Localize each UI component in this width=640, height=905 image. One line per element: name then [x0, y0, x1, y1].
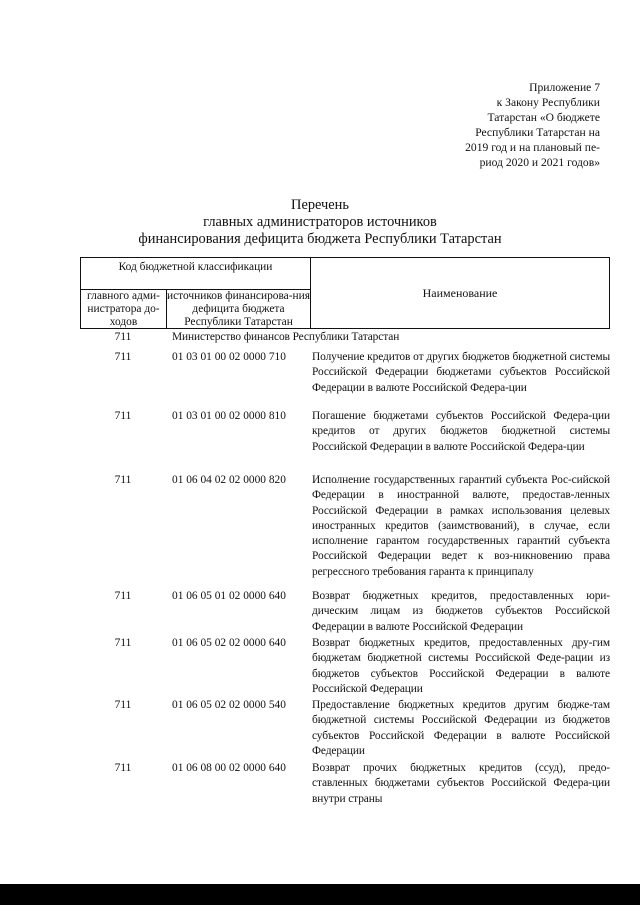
row-admin-code: 711: [114, 351, 132, 363]
row-name: Исполнение государственных гарантий субъекта Рос-сийской Федерации в иностранной валюте, предостав-ленных Российской Федерации в рамках использования целевых иностранных кредитов (заимствований), в случае, если исполнение гарантом государственных гарантий субъекта Российской Федерации ведет к воз-никновению права регрессного требования гаранта к принципалу: [312, 474, 610, 578]
row-name: Министерство финансов Республики Татарстан: [172, 331, 400, 343]
row-source-code: 01 06 04 02 02 0000 820: [172, 474, 286, 486]
appendix-line: к Закону Республики: [496, 96, 600, 109]
title-line: Перечень: [291, 197, 349, 213]
row-admin-code: 711: [114, 410, 132, 422]
row-name: Возврат бюджетных кредитов, предоставленных дру-гим бюджетам бюджетной системы Российской Феде-рации из бюджетов субъектов Российской Федерации в валюте Российской Федерации: [312, 637, 610, 695]
appendix-line: 2019 год и на плановый пе-: [465, 141, 600, 154]
row-admin-code: 711: [114, 474, 132, 486]
row-source-code: 01 06 05 02 02 0000 540: [172, 699, 286, 711]
row-name: Возврат прочих бюджетных кредитов (ссуд), предо-ставленных бюджетами субъектов Российской Федера-ции внутри страны: [312, 762, 610, 805]
header-source-column: источников финансирова-ния дефицита бюджета Республики Татарстан: [167, 290, 310, 328]
row-source-code: 01 06 05 02 02 0000 640: [172, 637, 286, 649]
row-source-code: 01 06 08 00 02 0000 640: [172, 762, 286, 774]
appendix-line: Татарстан «О бюджете: [487, 111, 600, 124]
title-line: финансирования дефицита бюджета Республики Татарстан: [138, 231, 502, 247]
header-code-group: Код бюджетной классификации: [81, 258, 311, 290]
header-name-column: Наименование: [422, 285, 498, 300]
appendix-line: Приложение 7: [529, 81, 600, 94]
row-name: Погашение бюджетами субъектов Российской Федера-ции кредитов от других бюджетов бюджетной системы Российской Федерации в валюте Российской Федера-ции: [312, 410, 610, 453]
scan-bottom-edge: [0, 884, 640, 905]
table-header: [80, 257, 610, 329]
appendix-line: Республики Татарстан на: [475, 126, 600, 139]
row-name: Возврат бюджетных кредитов, предоставленных юри-дическим лицам из бюджетов субъектов Российской Федерации в валюте Российской Федерации: [312, 590, 610, 633]
appendix-note: [450, 80, 600, 170]
appendix-line: риод 2020 и 2021 годов»: [479, 156, 600, 169]
row-admin-code: 711: [114, 590, 132, 602]
row-admin-code: 711: [114, 699, 132, 711]
header-admin-column: главного адми-нистратора до-ходов: [81, 290, 167, 328]
row-source-code: 01 03 01 00 02 0000 710: [172, 351, 286, 363]
row-name: Предоставление бюджетных кредитов другим бюдже-там бюджетной системы Российской Федерации из бюджетов субъектов Российской Федерации в валюте Российской Федерации: [312, 699, 610, 757]
document-title: [130, 197, 510, 248]
row-admin-code: 711: [114, 762, 132, 774]
row-admin-code: 711: [114, 637, 132, 649]
title-line: главных администраторов источников: [203, 214, 437, 230]
row-source-code: 01 03 01 00 02 0000 810: [172, 410, 286, 422]
row-source-code: 01 06 05 01 02 0000 640: [172, 590, 286, 602]
row-name: Получение кредитов от других бюджетов бюджетной системы Российской Федерации бюджетами субъектов Российской Федерации в валюте Российской Федера-ции: [312, 351, 610, 394]
row-admin-code: 711: [114, 331, 132, 343]
